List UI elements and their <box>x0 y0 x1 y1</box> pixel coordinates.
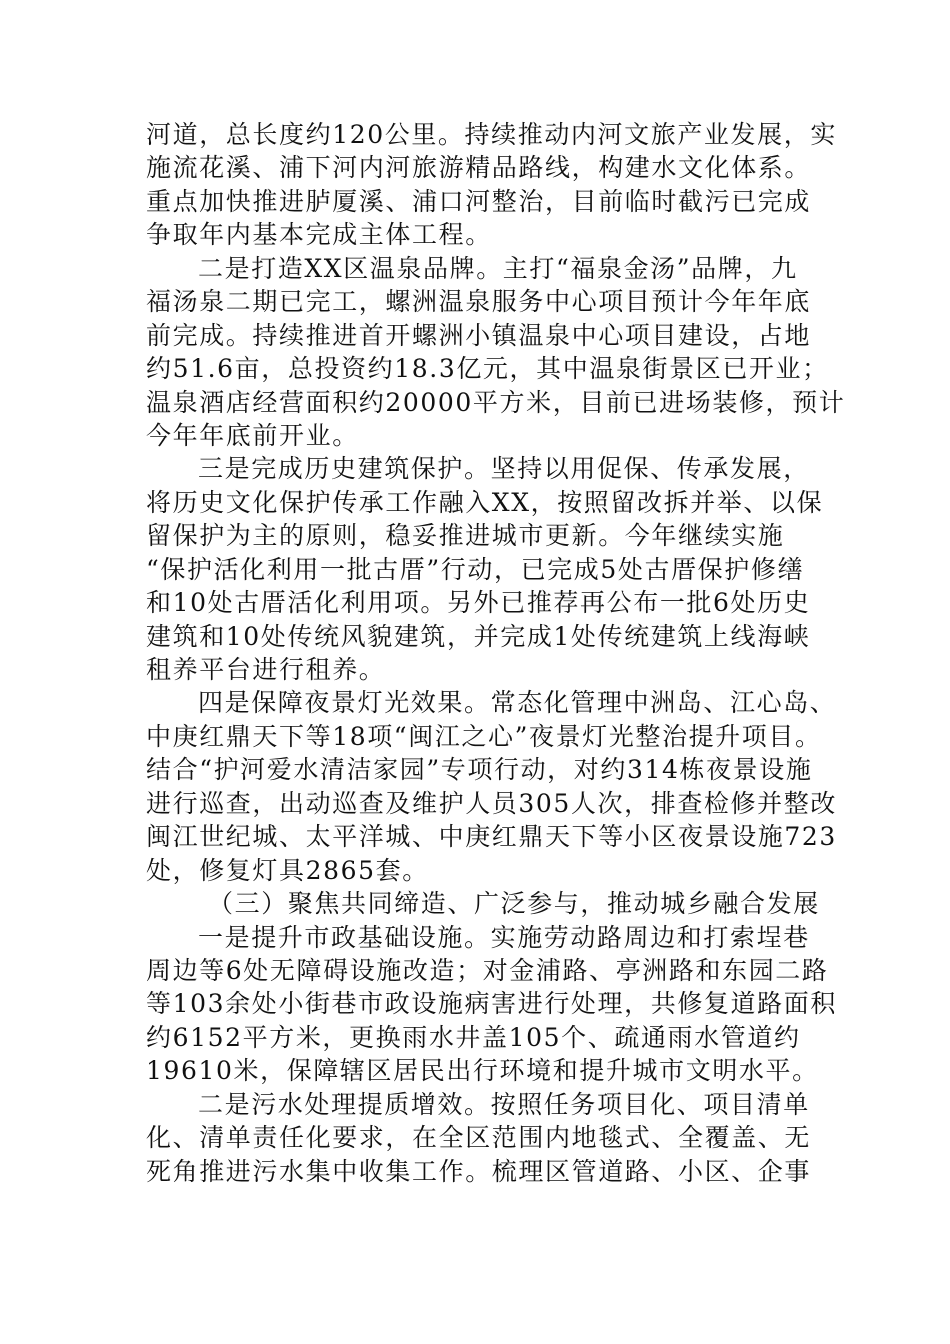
text-line: 周边等6处无障碍设施改造；对金浦路、亭洲路和东园二路 <box>146 955 829 985</box>
text-line: 福汤泉二期已完工，螺洲温泉服务中心项目预计今年年底 <box>146 287 812 317</box>
text-line: 将历史文化保护传承工作融入XX，按照留改拆并举、以保 <box>146 487 824 517</box>
text-line: 建筑和10处传统风貌建筑，并完成1处传统建筑上线海峡 <box>146 621 811 651</box>
text-line: 等103余处小街巷市政设施病害进行处理，共修复道路面积 <box>146 989 837 1019</box>
text-line: 闽江世纪城、太平洋城、中庚红鼎天下等小区夜景设施723 <box>146 822 837 852</box>
text-line: 温泉酒店经营面积约20000平方米，目前已进场装修，预计 <box>146 387 846 417</box>
text-line: “保护活化利用一批古厝”行动，已完成5处古厝保护修缮 <box>146 554 805 584</box>
text-line: 中庚红鼎天下等18项“闽江之心”夜景灯光整治提升项目。 <box>146 721 822 751</box>
text-line: 租养平台进行租养。 <box>146 655 386 684</box>
text-line: 处，修复灯具2865套。 <box>146 855 429 885</box>
document-body <box>146 118 846 1188</box>
paragraph-start-line: 一是提升市政基础设施。实施劳动路周边和打索埕巷 <box>198 922 810 952</box>
paragraph-start-line: 二是污水处理提质增效。按照任务项目化、项目清单 <box>198 1089 810 1119</box>
text-line: 化、清单责任化要求，在全区范围内地毯式、全覆盖、无 <box>146 1123 812 1153</box>
text-line: 约51.6亩，总投资约18.3亿元，其中温泉街景区已开业； <box>146 354 829 384</box>
paragraph-start-line: 四是保障夜景灯光效果。常态化管理中洲岛、江心岛、 <box>198 688 837 718</box>
section-heading: （三）聚焦共同缔造、广泛参与，推动城乡融合发展 <box>208 889 820 919</box>
text-line: 死角推进污水集中收集工作。梳理区管道路、小区、企事 <box>146 1156 812 1186</box>
text-line: 施流花溪、浦下河内河旅游精品路线，构建水文化体系。 <box>146 153 812 183</box>
text-line: 约6152平方米，更换雨水井盖105个、疏通雨水管道约 <box>146 1022 801 1052</box>
text-line: 前完成。持续推进首开螺洲小镇温泉中心项目建设，占地 <box>146 320 812 350</box>
text-line: 19610米，保障辖区居民出行环境和提升城市文明水平。 <box>146 1056 819 1086</box>
paragraph-start-line: 三是完成历史建筑保护。坚持以用促保、传承发展， <box>198 454 810 484</box>
text-line: 河道，总长度约120公里。持续推动内河文旅产业发展，实 <box>146 120 837 149</box>
text-line: 进行巡查，出动巡查及维护人员305人次，排查检修并整改 <box>146 788 837 818</box>
text-line: 留保护为主的原则，稳妥推进城市更新。今年继续实施 <box>146 521 785 551</box>
text-line: 争取年内基本完成主体工程。 <box>146 220 492 250</box>
text-line: 重点加快推进胪厦溪、浦口河整治，目前临时截污已完成 <box>146 186 812 216</box>
text-line: 结合“护河爱水清洁家园”专项行动，对约314栋夜景设施 <box>146 755 813 785</box>
text-line: 今年年底前开业。 <box>146 420 359 450</box>
text-line: 和10处古厝活化利用项。另外已推荐再公布一批6处历史 <box>146 588 811 618</box>
paragraph-start-line: 二是打造XX区温泉品牌。主打“福泉金汤”品牌，九 <box>198 253 798 283</box>
